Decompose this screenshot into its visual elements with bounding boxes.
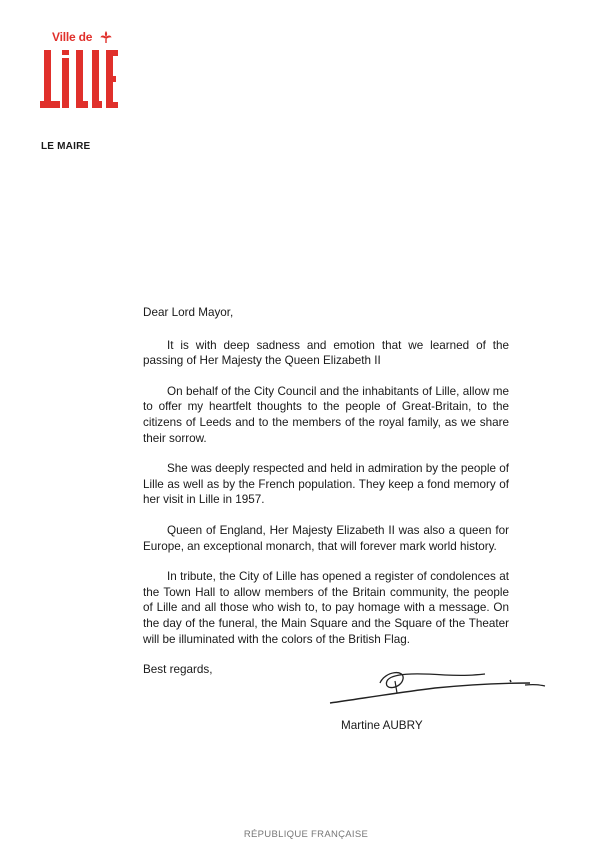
- paragraph-4: Queen of England, Her Majesty Elizabeth II was also a queen for Europe, an exceptional monarch, that will forever mark world history.: [143, 523, 509, 553]
- handwritten-signature: [325, 663, 555, 708]
- city-logo: [40, 30, 120, 108]
- logo-ville-de: Ville de: [52, 30, 93, 44]
- paragraph-3: She was deeply respected and held in admiration by the people of Lille as well as by the French population. They keep a fond memory of her visit in Lille in 1957.: [143, 462, 509, 507]
- closing: Best regards,: [143, 663, 213, 677]
- signer-name: Martine AUBRY: [341, 719, 423, 732]
- footer-republique: RÉPUBLIQUE FRANÇAISE: [243, 829, 369, 840]
- fleur-de-lis-icon: [99, 30, 113, 44]
- logo-lille-wordmark: [40, 50, 120, 110]
- salutation: Dear Lord Mayor,: [143, 306, 234, 319]
- paragraph-5: In tribute, the City of Lille has opened a register of condolences at the Town Hall to allow members of the Britain community, the people of Lille and all those who wish to, to pay homage with a message. On the day of the funeral, the Main Square and the Square of the Theater will be illuminated with the colors of the British Flag.: [143, 570, 509, 646]
- paragraph-2: On behalf of the City Council and the inhabitants of Lille, allow me to offer my heartfelt thoughts to the people of Great-Britain, to the citizens of Leeds and to the members of the royal family, as we share their sorrow.: [143, 384, 509, 445]
- paragraph-1: It is with deep sadness and emotion that we learned of the passing of Her Majesty the Queen Elizabeth II: [143, 338, 509, 368]
- office-title: LE MAIRE: [41, 141, 91, 152]
- letter-body: [143, 305, 509, 678]
